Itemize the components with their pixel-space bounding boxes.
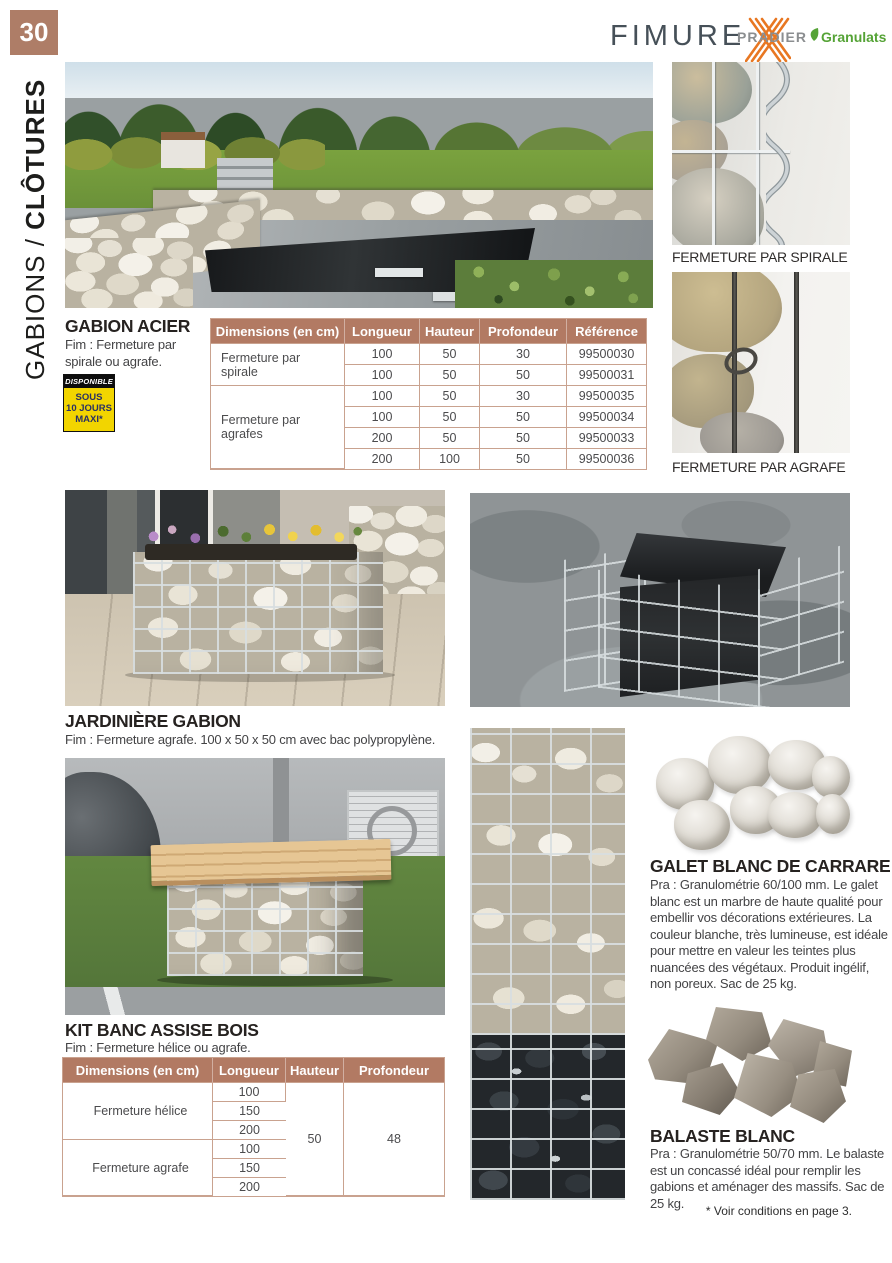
gabion-cage-with-liner-photo <box>470 493 850 707</box>
col-longueur: Longueur <box>345 319 420 344</box>
pradier-logo <box>737 27 886 47</box>
cell: 100 <box>345 365 420 386</box>
product-desc-jardiniere: Fim : Fermeture agrafe. 100 x 50 x 50 cm avec bac polypropylène. <box>65 732 436 747</box>
cell: 200 <box>345 449 420 469</box>
table-row <box>211 344 646 365</box>
product-title-gabion-acier: GABION ACIER <box>65 316 191 336</box>
pradier-wordmark: PRADIER <box>737 29 808 45</box>
cell: 50 <box>480 428 567 449</box>
cell: 200 <box>213 1178 286 1196</box>
cell: 99500035 <box>567 386 646 407</box>
flowers <box>135 516 367 550</box>
wire-cage-right <box>758 545 844 688</box>
rock <box>790 1069 846 1123</box>
cell: 150 <box>213 1102 286 1121</box>
spirale-closure-photo <box>672 62 850 245</box>
row-group-label: Fermeture hélice <box>63 1083 213 1140</box>
badge-disponible: DISPONIBLE <box>65 377 113 386</box>
stone <box>672 272 782 352</box>
table-header-row <box>63 1058 444 1083</box>
cell: 100 <box>345 407 420 428</box>
col-profondeur: Profondeur <box>344 1058 444 1083</box>
row-group-label: Fermeture par spirale <box>211 344 345 386</box>
kit-banc-table <box>62 1057 445 1197</box>
granulats-wordmark: Granulats <box>821 29 887 45</box>
plank <box>375 268 423 277</box>
cell: 50 <box>480 407 567 428</box>
product-desc-balaste: Pra : Granulométrie 50/70 mm. Le balaste est un concassé idéal pour remplir les gabions et aménager des massifs. Sac de 25 kg. <box>650 1146 885 1211</box>
gabion-acier-table <box>210 318 647 470</box>
availability-badge <box>63 374 115 432</box>
col-reference: Référence <box>567 319 646 344</box>
road-strip <box>65 987 445 1015</box>
cell: 150 <box>213 1159 286 1178</box>
jardiniere-gabion-photo <box>65 490 445 706</box>
rock <box>706 1007 772 1061</box>
cell: 99500036 <box>567 449 646 469</box>
page-number: 30 <box>19 17 49 47</box>
cell: 30 <box>480 386 567 407</box>
caption-fermeture-agrafe: FERMETURE PAR AGRAFE <box>672 459 846 475</box>
sidebar-label-gabions: GABIONS / <box>20 229 50 380</box>
product-title-balaste: BALASTE BLANC <box>650 1126 795 1146</box>
wire-mesh <box>470 1035 625 1200</box>
col-hauteur: Hauteur <box>286 1058 344 1083</box>
col-profondeur: Profondeur <box>480 319 567 344</box>
cell: 50 <box>480 449 567 469</box>
col-dimensions: Dimensions (en cm) <box>211 319 345 344</box>
cell-hauteur: 50 <box>286 1083 344 1196</box>
wire-vertical <box>712 62 715 245</box>
sidebar-label-clotures: CLÔTURES <box>20 78 50 230</box>
cell: 50 <box>420 428 480 449</box>
row-group-label: Fermeture agrafe <box>63 1140 213 1196</box>
wire-cage-front <box>598 570 782 707</box>
vegetable-patch <box>455 260 653 308</box>
galet-blanc-photo <box>648 730 852 856</box>
page-number-badge <box>10 10 58 55</box>
cell: 200 <box>345 428 420 449</box>
cell: 100 <box>213 1083 286 1102</box>
product-desc-gabion-acier: Fim : Fermeture par spirale ou agrafe. <box>65 337 177 369</box>
pebble <box>768 792 822 838</box>
cell: 100 <box>345 344 420 365</box>
wire-mesh <box>167 874 363 976</box>
stone <box>672 168 764 245</box>
footnote: * Voir conditions en page 3. <box>705 1204 852 1218</box>
product-desc-kit-banc: Fim : Fermeture hélice ou agrafe. <box>65 1040 251 1055</box>
agrafe-closure-photo <box>672 272 850 453</box>
wire-mesh <box>133 552 383 674</box>
badge-line: 10 JOURS <box>66 403 112 415</box>
badge-line: MAXI* <box>75 414 103 426</box>
wood-seat <box>151 839 392 886</box>
table-header-row <box>211 319 646 344</box>
cell: 50 <box>420 386 480 407</box>
wire-mesh <box>470 728 625 1035</box>
cell: 99500031 <box>567 365 646 386</box>
cell: 200 <box>213 1121 286 1140</box>
row-group-label: Fermeture par agrafes <box>211 386 345 469</box>
main-garden-gabion-photo <box>65 62 653 308</box>
cell: 30 <box>480 344 567 365</box>
cell: 100 <box>345 386 420 407</box>
table-row <box>211 386 646 407</box>
product-title-kit-banc: KIT BANC ASSISE BOIS <box>65 1020 259 1040</box>
caption-fermeture-spirale: FERMETURE PAR SPIRALE <box>672 249 848 265</box>
kit-banc-photo <box>65 758 445 1015</box>
pebble <box>812 756 850 798</box>
cell: 50 <box>420 344 480 365</box>
pebble <box>816 794 850 834</box>
rod <box>794 272 799 453</box>
col-hauteur: Hauteur <box>420 319 480 344</box>
wire-vertical <box>756 62 759 245</box>
cell: 99500030 <box>567 344 646 365</box>
gabion-wall-near <box>65 238 193 308</box>
cell: 50 <box>480 365 567 386</box>
cell: 100 <box>213 1140 286 1159</box>
cell: 99500033 <box>567 428 646 449</box>
cell: 50 <box>420 365 480 386</box>
badge-line: SOUS <box>75 392 103 403</box>
product-desc-galet: Pra : Granulométrie 60/100 mm. Le galet blanc est un marbre de haute qualité pour embellir vos décorations extérieures. La couleur blanche, très lumineuse, est idéale pour mettre en valeur les teintes plus nuancées des végétaux. Produit ingélif, non poreux. Sac de 25 kg. <box>650 877 888 991</box>
col-dimensions: Dimensions (en cm) <box>63 1058 213 1083</box>
cell: 99500034 <box>567 407 646 428</box>
fimurex-wordmark: FIMURE <box>610 20 746 52</box>
small-roof-structure <box>161 132 205 168</box>
table-row <box>63 1083 444 1102</box>
product-title-jardiniere: JARDINIÈRE GABION <box>65 711 241 731</box>
stone <box>700 412 784 453</box>
pebble <box>708 736 772 794</box>
col-longueur: Longueur <box>213 1058 286 1083</box>
cell: 100 <box>420 449 480 469</box>
gabion-fill-stones-photo <box>470 728 625 1200</box>
cell: 50 <box>420 407 480 428</box>
sidebar-category-label <box>20 79 51 380</box>
balaste-blanc-photo <box>648 1005 852 1127</box>
spiral-wire <box>766 62 796 245</box>
cell-profondeur: 48 <box>344 1083 444 1196</box>
pebble <box>674 800 730 850</box>
product-title-galet: GALET BLANC DE CARRARE <box>650 856 891 876</box>
leaf-icon <box>808 27 820 47</box>
